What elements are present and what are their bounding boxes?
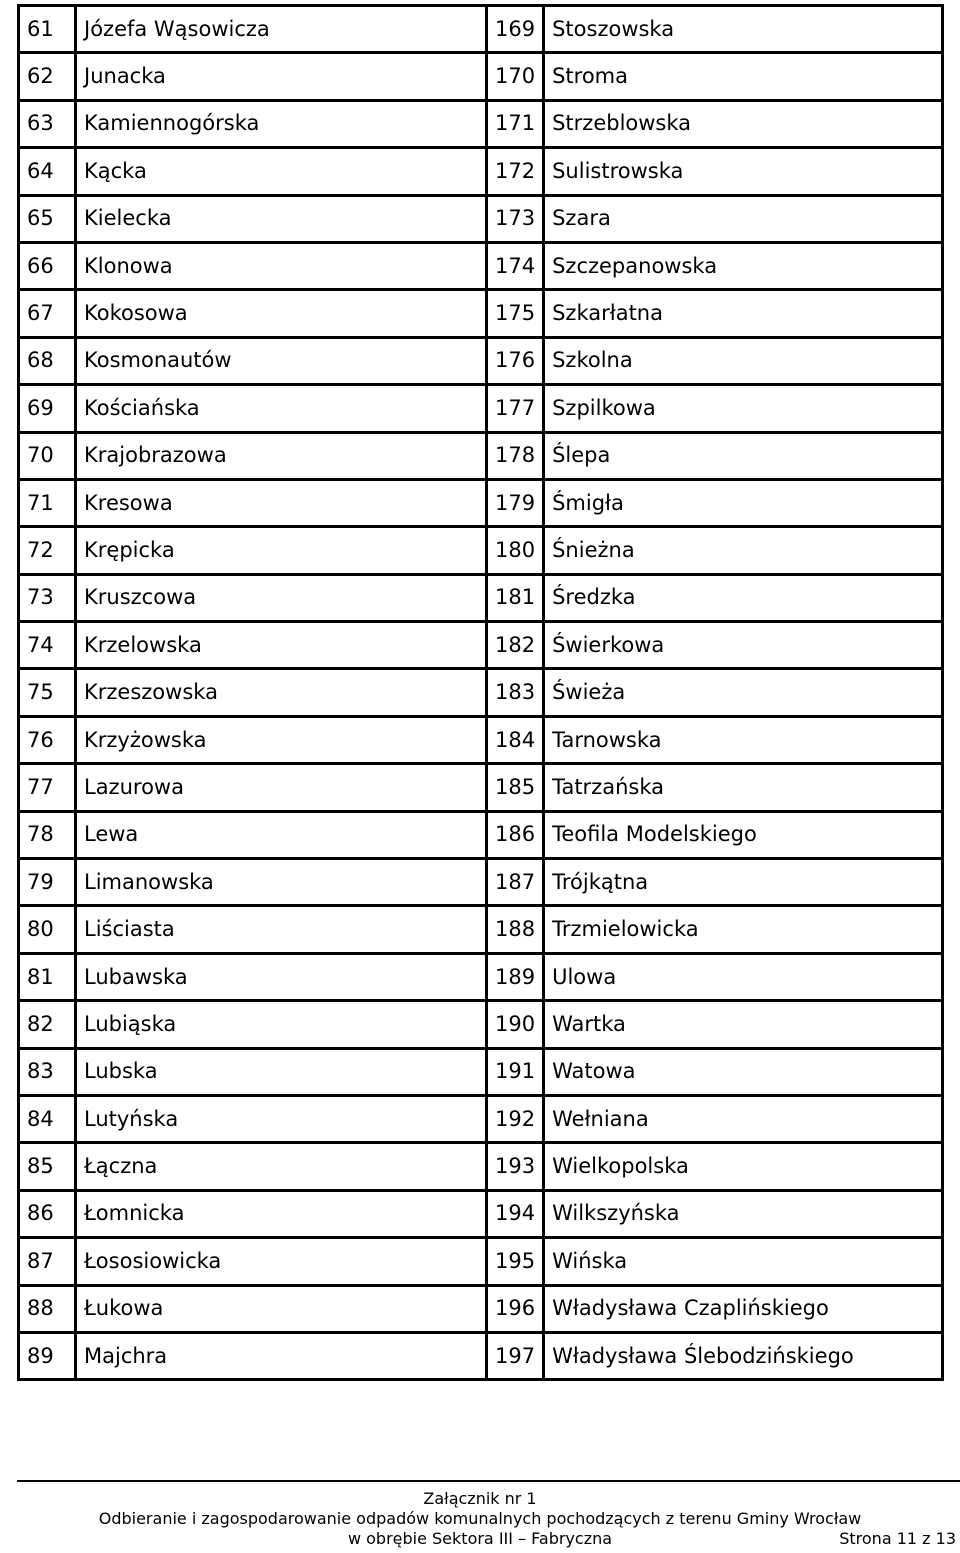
- row-number-right: 179: [487, 479, 544, 526]
- table-row: [19, 479, 943, 526]
- row-number-right: 174: [487, 242, 544, 289]
- table-row: [19, 100, 943, 147]
- table-row: [19, 574, 943, 621]
- street-name-right: Szpilkowa: [544, 385, 943, 432]
- row-number-right: 169: [487, 6, 544, 53]
- row-number-left: 65: [19, 195, 76, 242]
- table-row: [19, 242, 943, 289]
- row-number-left: 75: [19, 669, 76, 716]
- row-number-right: 184: [487, 716, 544, 763]
- row-number-left: 73: [19, 574, 76, 621]
- row-number-left: 71: [19, 479, 76, 526]
- street-name-left: Kokosowa: [76, 290, 487, 337]
- street-list-body: [19, 6, 943, 1380]
- row-number-left: 82: [19, 1001, 76, 1048]
- street-name-right: Sulistrowska: [544, 148, 943, 195]
- row-number-right: 188: [487, 906, 544, 953]
- street-name-left: Kącka: [76, 148, 487, 195]
- table-row: [19, 195, 943, 242]
- table-row: [19, 53, 943, 100]
- row-number-left: 72: [19, 527, 76, 574]
- street-name-left: Krępicka: [76, 527, 487, 574]
- row-number-left: 76: [19, 716, 76, 763]
- street-name-right: Szkolna: [544, 337, 943, 384]
- row-number-right: 180: [487, 527, 544, 574]
- street-name-right: Watowa: [544, 1048, 943, 1095]
- table-row: [19, 1095, 943, 1142]
- table-row: [19, 1285, 943, 1332]
- street-name-right: Władysława Czaplińskiego: [544, 1285, 943, 1332]
- street-list-table: [17, 4, 944, 1381]
- street-name-right: Świeża: [544, 669, 943, 716]
- street-name-right: Strzeblowska: [544, 100, 943, 147]
- row-number-left: 77: [19, 764, 76, 811]
- street-name-left: Krzelowska: [76, 622, 487, 669]
- street-name-right: Teofila Modelskiego: [544, 811, 943, 858]
- table-row: [19, 906, 943, 953]
- street-name-left: Junacka: [76, 53, 487, 100]
- row-number-left: 63: [19, 100, 76, 147]
- row-number-right: 197: [487, 1332, 544, 1379]
- row-number-right: 176: [487, 337, 544, 384]
- street-name-right: Ulowa: [544, 953, 943, 1000]
- row-number-right: 182: [487, 622, 544, 669]
- row-number-right: 194: [487, 1190, 544, 1237]
- row-number-right: 183: [487, 669, 544, 716]
- row-number-left: 81: [19, 953, 76, 1000]
- street-name-right: Trójkątna: [544, 859, 943, 906]
- street-name-left: Kruszcowa: [76, 574, 487, 621]
- row-number-right: 189: [487, 953, 544, 1000]
- street-name-right: Stoszowska: [544, 6, 943, 53]
- street-name-left: Łososiowicka: [76, 1238, 487, 1285]
- row-number-left: 80: [19, 906, 76, 953]
- street-name-right: Tarnowska: [544, 716, 943, 763]
- table-row: [19, 716, 943, 763]
- street-name-left: Majchra: [76, 1332, 487, 1379]
- row-number-left: 78: [19, 811, 76, 858]
- row-number-left: 87: [19, 1238, 76, 1285]
- street-name-left: Lubska: [76, 1048, 487, 1095]
- street-name-left: Józefa Wąsowicza: [76, 6, 487, 53]
- street-name-left: Łukowa: [76, 1285, 487, 1332]
- row-number-left: 79: [19, 859, 76, 906]
- street-name-right: Władysława Ślebodzińskiego: [544, 1332, 943, 1379]
- street-name-right: Wilkszyńska: [544, 1190, 943, 1237]
- street-name-right: Wielkopolska: [544, 1143, 943, 1190]
- table-row: [19, 622, 943, 669]
- row-number-right: 175: [487, 290, 544, 337]
- row-number-right: 177: [487, 385, 544, 432]
- street-name-right: Tatrzańska: [544, 764, 943, 811]
- street-name-left: Lubawska: [76, 953, 487, 1000]
- street-name-left: Łomnicka: [76, 1190, 487, 1237]
- street-name-right: Średzka: [544, 574, 943, 621]
- row-number-left: 74: [19, 622, 76, 669]
- row-number-left: 69: [19, 385, 76, 432]
- street-name-left: Lutyńska: [76, 1095, 487, 1142]
- row-number-right: 181: [487, 574, 544, 621]
- street-name-right: Szkarłatna: [544, 290, 943, 337]
- row-number-right: 185: [487, 764, 544, 811]
- row-number-right: 186: [487, 811, 544, 858]
- table-row: [19, 669, 943, 716]
- street-name-right: Ślepa: [544, 432, 943, 479]
- table-row: [19, 290, 943, 337]
- row-number-right: 195: [487, 1238, 544, 1285]
- street-name-left: Lubiąska: [76, 1001, 487, 1048]
- street-name-right: Świerkowa: [544, 622, 943, 669]
- row-number-left: 62: [19, 53, 76, 100]
- table-row: [19, 1001, 943, 1048]
- street-name-right: Szczepanowska: [544, 242, 943, 289]
- street-name-right: Trzmielowicka: [544, 906, 943, 953]
- row-number-left: 83: [19, 1048, 76, 1095]
- row-number-left: 89: [19, 1332, 76, 1379]
- row-number-left: 66: [19, 242, 76, 289]
- row-number-right: 187: [487, 859, 544, 906]
- table-row: [19, 859, 943, 906]
- row-number-right: 170: [487, 53, 544, 100]
- street-name-right: Szara: [544, 195, 943, 242]
- row-number-right: 173: [487, 195, 544, 242]
- table-row: [19, 764, 943, 811]
- footer-document-title: Odbieranie i zagospodarowanie odpadów komunalnych pochodzących z terenu Gminy Wrocław: [98, 1509, 862, 1528]
- street-name-left: Kielecka: [76, 195, 487, 242]
- row-number-right: 178: [487, 432, 544, 479]
- row-number-right: 171: [487, 100, 544, 147]
- table-row: [19, 337, 943, 384]
- row-number-left: 68: [19, 337, 76, 384]
- row-number-left: 88: [19, 1285, 76, 1332]
- table-row: [19, 1143, 943, 1190]
- row-number-right: 191: [487, 1048, 544, 1095]
- footer-page-number: Strona 11 z 13: [839, 1529, 956, 1548]
- street-name-left: Krajobrazowa: [76, 432, 487, 479]
- street-name-left: Lewa: [76, 811, 487, 858]
- street-name-left: Klonowa: [76, 242, 487, 289]
- table-row: [19, 148, 943, 195]
- street-name-left: Liściasta: [76, 906, 487, 953]
- table-row: [19, 6, 943, 53]
- row-number-left: 67: [19, 290, 76, 337]
- street-name-left: Kosmonautów: [76, 337, 487, 384]
- street-name-right: Śmigła: [544, 479, 943, 526]
- street-name-left: Lazurowa: [76, 764, 487, 811]
- street-name-left: Kościańska: [76, 385, 487, 432]
- street-name-left: Kresowa: [76, 479, 487, 526]
- table-row: [19, 811, 943, 858]
- row-number-right: 172: [487, 148, 544, 195]
- street-name-right: Stroma: [544, 53, 943, 100]
- street-name-right: Wińska: [544, 1238, 943, 1285]
- table-row: [19, 1238, 943, 1285]
- row-number-left: 61: [19, 6, 76, 53]
- footer-divider: [17, 1480, 960, 1482]
- table-row: [19, 953, 943, 1000]
- row-number-right: 196: [487, 1285, 544, 1332]
- row-number-left: 86: [19, 1190, 76, 1237]
- row-number-right: 193: [487, 1143, 544, 1190]
- street-name-left: Limanowska: [76, 859, 487, 906]
- street-name-left: Krzyżowska: [76, 716, 487, 763]
- street-name-right: Wełniana: [544, 1095, 943, 1142]
- street-name-left: Kamiennogórska: [76, 100, 487, 147]
- table-row: [19, 527, 943, 574]
- table-row: [19, 432, 943, 479]
- street-name-left: Łączna: [76, 1143, 487, 1190]
- street-name-right: Wartka: [544, 1001, 943, 1048]
- footer-sector-label: w obrębie Sektora III – Fabryczna: [347, 1529, 613, 1548]
- table-row: [19, 1190, 943, 1237]
- table-row: [19, 385, 943, 432]
- table-row: [19, 1048, 943, 1095]
- table-row: [19, 1332, 943, 1379]
- row-number-left: 70: [19, 432, 76, 479]
- row-number-left: 64: [19, 148, 76, 195]
- row-number-left: 84: [19, 1095, 76, 1142]
- footer-attachment-label: Załącznik nr 1: [423, 1489, 537, 1508]
- row-number-right: 190: [487, 1001, 544, 1048]
- row-number-left: 85: [19, 1143, 76, 1190]
- street-name-right: Śnieżna: [544, 527, 943, 574]
- street-name-left: Krzeszowska: [76, 669, 487, 716]
- row-number-right: 192: [487, 1095, 544, 1142]
